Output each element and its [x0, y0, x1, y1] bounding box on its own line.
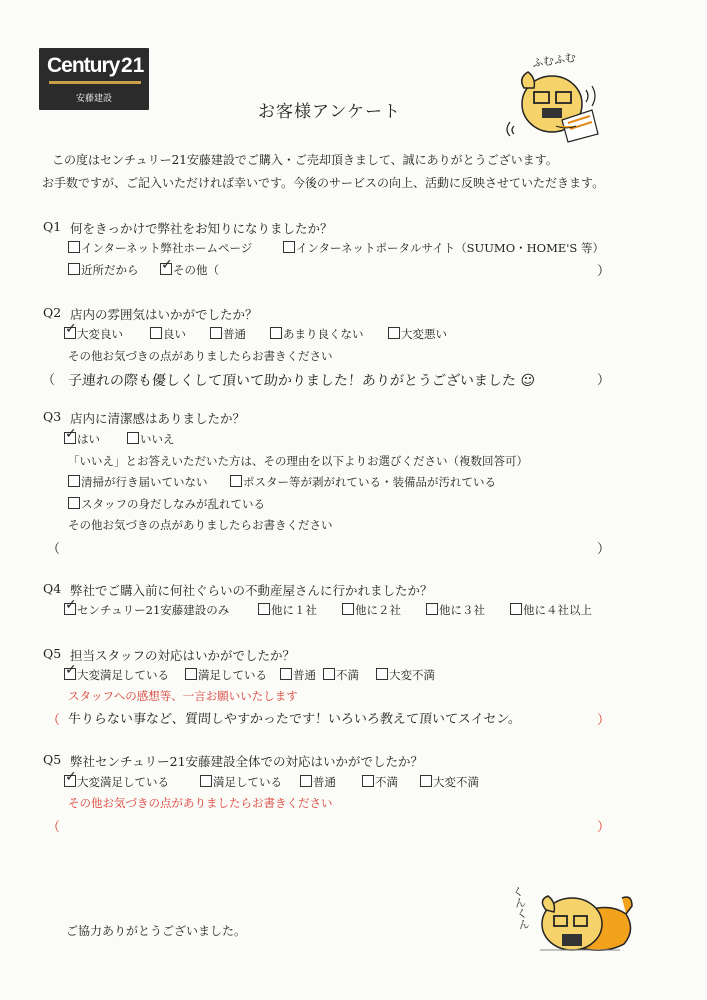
- checkbox-checked[interactable]: [64, 775, 76, 787]
- q5b-option-very-satisfied[interactable]: ✓大変満足している: [64, 774, 169, 790]
- q2-handwritten-answer[interactable]: 子連れの際も優しくして頂いて助かりました！ありがとうございました ☺: [67, 373, 536, 389]
- checkbox[interactable]: [185, 668, 197, 680]
- checkbox-checked[interactable]: [160, 263, 172, 275]
- q1-option-portal[interactable]: インターネットポータルサイト（SUUMO・HOME'S 等）: [283, 240, 604, 256]
- checkbox[interactable]: [210, 327, 222, 339]
- q2-option-very-bad[interactable]: 大変悪い: [388, 326, 447, 342]
- q1-option-other[interactable]: ✓ その他（: [160, 262, 219, 278]
- q5a-option-normal[interactable]: 普通: [280, 667, 316, 683]
- q3-reason-not-clean[interactable]: 清掃が行き届いていない: [68, 474, 208, 490]
- q5b-option-normal[interactable]: 普通: [300, 774, 336, 790]
- q5b-option-satisfied[interactable]: 満足している: [200, 774, 282, 790]
- checkbox[interactable]: [127, 432, 139, 444]
- q5a-open-paren: （: [47, 713, 61, 728]
- logo-number: 21: [121, 54, 145, 77]
- checkbox-checked[interactable]: [64, 668, 76, 680]
- checkbox[interactable]: [426, 603, 438, 615]
- q4-option-3-companies[interactable]: 他に３社: [426, 602, 485, 618]
- checkbox[interactable]: [68, 241, 80, 253]
- q3-question: 店内に清潔感はありましたか？: [70, 411, 246, 426]
- q5b-close-paren: ）: [597, 820, 611, 835]
- checkbox-checked[interactable]: [64, 603, 76, 615]
- q4-option-2-companies[interactable]: 他に２社: [342, 602, 401, 618]
- checkbox[interactable]: [68, 475, 80, 487]
- century21-logo: [39, 48, 149, 110]
- checkbox[interactable]: [510, 603, 522, 615]
- q2-option-very-good[interactable]: ✓大変良い: [64, 326, 123, 342]
- checkbox[interactable]: [362, 775, 374, 787]
- intro-line-1: この度はセンチュリー21安藤建設でご購入・ご売却頂きまして、誠にありがとうございます。: [52, 153, 558, 167]
- checkbox[interactable]: [300, 775, 312, 787]
- q5b-note: その他お気づきの点がありましたらお書きください: [68, 796, 333, 810]
- q5a-handwritten-answer[interactable]: 牛りらない事など、質問しやすかったです！いろいろ教えて頂いてスイセン。: [67, 712, 522, 727]
- checkbox[interactable]: [342, 603, 354, 615]
- q3-reason-prompt: 「いいえ」とお答えいただいた方は、その理由を以下よりお選びください（複数回答可）: [68, 454, 528, 468]
- q5a-number: Q5: [43, 646, 62, 661]
- q1-close-paren: ）: [597, 264, 611, 279]
- checkbox[interactable]: [420, 775, 432, 787]
- checkbox-checked[interactable]: [64, 432, 76, 444]
- q2-number: Q2: [43, 305, 62, 320]
- q2-option-normal[interactable]: 普通: [210, 326, 246, 342]
- checkbox[interactable]: [376, 668, 388, 680]
- checkbox[interactable]: [280, 668, 292, 680]
- mascot-sniffing-illustration: [510, 880, 640, 960]
- mascot-reading-illustration: [506, 48, 606, 143]
- q3-note: その他お気づきの点がありましたらお書きください: [68, 518, 333, 532]
- checkbox[interactable]: [388, 327, 400, 339]
- q5a-question: 担当スタッフの対応はいかがでしたか？: [70, 648, 296, 663]
- q3-open-paren: （: [47, 542, 61, 557]
- q5b-option-very-dissatisfied[interactable]: 大変不満: [420, 774, 479, 790]
- closing-message: ご協力ありがとうございました。: [66, 924, 247, 938]
- checkbox[interactable]: [270, 327, 282, 339]
- checkbox[interactable]: [230, 475, 242, 487]
- q2-open-paren: （: [42, 373, 56, 388]
- q2-option-not-good[interactable]: あまり良くない: [270, 326, 364, 342]
- intro-line-2: お手数ですが、ご記入いただければ幸いです。今後のサービスの向上、活動に反映させていただきます。: [42, 176, 605, 190]
- q4-option-1-company[interactable]: 他に１社: [258, 602, 317, 618]
- q5a-note: スタッフへの感想等、一言お願いいたします: [68, 689, 298, 703]
- speech-fumufumu: ふむふむ: [531, 50, 577, 70]
- q4-option-only-us[interactable]: ✓センチュリー21安藤建設のみ: [64, 602, 229, 618]
- q5b-option-dissatisfied[interactable]: 不満: [362, 774, 398, 790]
- checkbox[interactable]: [150, 327, 162, 339]
- checkbox[interactable]: [323, 668, 335, 680]
- q1-option-nearby[interactable]: 近所だから: [68, 262, 139, 278]
- q5a-option-very-dissatisfied[interactable]: 大変不満: [376, 667, 435, 683]
- checkbox[interactable]: [68, 263, 80, 275]
- q5a-close-paren: ）: [597, 713, 611, 728]
- q4-question: 弊社でご購入前に何社ぐらいの不動産屋さんに行かれましたか？: [70, 583, 433, 598]
- q3-reason-posters[interactable]: ポスター等が剥がれている・装備品が汚れている: [230, 474, 496, 490]
- q2-option-good[interactable]: 良い: [150, 326, 186, 342]
- q5b-question: 弊社センチュリー21安藤建設全体での対応はいかがでしたか？: [70, 754, 424, 769]
- speech-kunkun: くんくん: [510, 885, 531, 931]
- logo-gold-bar: [49, 81, 141, 84]
- q2-question: 店内の雰囲気はいかがでしたか？: [70, 307, 258, 322]
- q3-option-yes[interactable]: ✓はい: [64, 431, 100, 447]
- q1-question: 何をきっかけで弊社をお知りになりましたか？: [70, 221, 333, 236]
- checkbox[interactable]: [68, 497, 80, 509]
- q5a-option-very-satisfied[interactable]: ✓大変満足している: [64, 667, 169, 683]
- q4-option-4-plus[interactable]: 他に４社以上: [510, 602, 592, 618]
- q5b-number: Q5: [43, 752, 62, 767]
- q5b-open-paren: （: [47, 820, 61, 835]
- q3-close-paren: ）: [597, 542, 611, 557]
- checkbox[interactable]: [258, 603, 270, 615]
- q3-option-no[interactable]: いいえ: [127, 431, 175, 447]
- q2-note: その他お気づきの点がありましたらお書きください: [68, 349, 333, 363]
- page-title: お客様アンケート: [258, 102, 401, 122]
- q5a-option-satisfied[interactable]: 満足している: [185, 667, 267, 683]
- q2-close-paren: ）: [597, 373, 611, 388]
- q3-reason-staff-appearance[interactable]: スタッフの身だしなみが乱れている: [68, 496, 265, 512]
- logo-brand: Century: [47, 54, 120, 77]
- checkbox[interactable]: [200, 775, 212, 787]
- q4-number: Q4: [43, 581, 62, 596]
- q5a-option-dissatisfied[interactable]: 不満: [323, 667, 359, 683]
- q1-option-homepage[interactable]: インターネット弊社ホームページ: [68, 240, 252, 256]
- logo-subtitle: 安藤建設: [75, 94, 112, 104]
- q3-number: Q3: [43, 409, 62, 424]
- q1-number: Q1: [43, 219, 62, 234]
- checkbox-checked[interactable]: [64, 327, 76, 339]
- checkbox[interactable]: [283, 241, 295, 253]
